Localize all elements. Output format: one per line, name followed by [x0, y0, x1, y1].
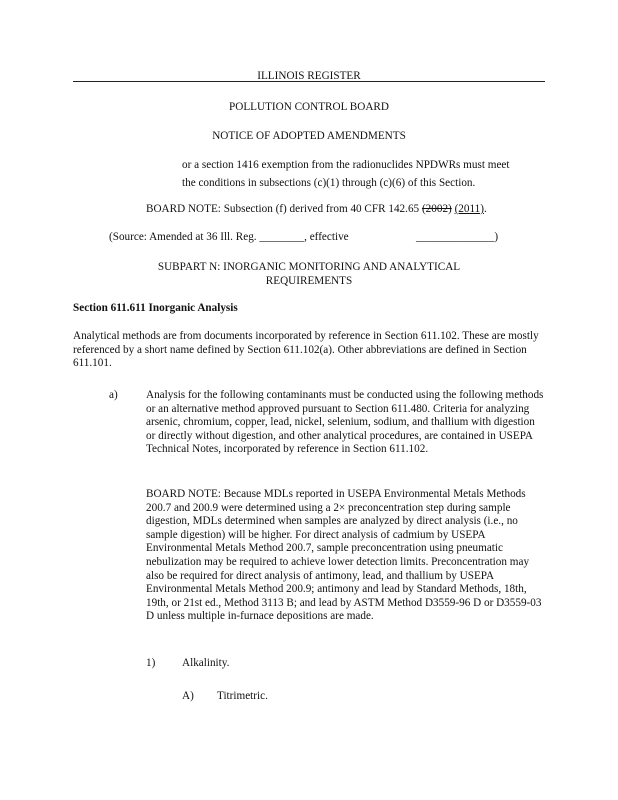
board-heading: POLLUTION CONTROL BOARD: [229, 101, 389, 113]
item-a-label: a): [109, 389, 118, 401]
notice-heading: NOTICE OF ADOPTED AMENDMENTS: [212, 130, 406, 142]
register-heading: ILLINOIS REGISTER: [257, 70, 361, 82]
item-A-label: A): [182, 690, 194, 702]
item-1-label: 1): [146, 657, 156, 669]
continued-text-line-1: or a section 1416 exemption from the radionuclides NPDWRs must meet: [182, 159, 510, 171]
deleted-year: (2002): [421, 203, 452, 215]
item-1-text: Alkalinity.: [182, 657, 230, 669]
item-A-text: Titrimetric.: [217, 690, 268, 702]
subpart-heading-line-1: SUBPART N: INORGANIC MONITORING AND ANALYTICAL: [157, 261, 461, 273]
board-note-text: BOARD NOTE: Subsection (f) derived from 40 CFR 142.65: [146, 203, 422, 215]
section-intro-paragraph: Analytical methods are from documents incorporated by reference in Section 611.102. These are mostly referenced by a short name defined by Section 611.102(a). Other abbreviations are defined in Section 611.101.: [73, 330, 539, 370]
added-year: (2011): [454, 203, 484, 215]
continued-text-line-2: the conditions in subsections (c)(1) through (c)(6) of this Section.: [182, 177, 476, 189]
header-rule: [73, 81, 545, 82]
source-note: (Source: Amended at 36 Ill. Reg. ________, effective: [109, 231, 349, 243]
source-note-end: ______________): [416, 231, 499, 243]
item-a-text: Analysis for the following contaminants must be conducted using the following methods or an alternative method approved pursuant to Section 611.480. Criteria for analyzing arsenic, chromium, copper, lead, nickel, selenium, sodium, and thallium with digestion or directly without digestion, and other analytical procedures, are contained in USEPA Technical Notes, incorporated by reference in Section 611.102.: [146, 389, 544, 456]
board-note-period: .: [483, 203, 487, 215]
subpart-heading-line-2: REQUIREMENTS: [265, 275, 353, 287]
board-note-subsection-f: [146, 203, 487, 217]
item-a-board-note: BOARD NOTE: Because MDLs reported in USEPA Environmental Metals Methods 200.7 and 200.9 were determined using a 2× preconcentration step during sample digestion, MDLs determined when samples are analyzed by direct analysis (i.e., no sample digestion) will be higher. For direct analysis of cadmium by USEPA Environmental Metals Method 200.7, sample preconcentration using pneumatic nebulization may be required to achieve lower detection limits. Preconcentration may also be required for direct analysis of antimony, lead, and thallium by USEPA Environmental Metals Method 200.9; antimony and lead by Standard Methods, 18th, 19th, or 21st ed., Method 3113 B; and lead by ASTM Method D3559-96 D or D3559-03 D unless multiple in-furnace depositions are made.: [146, 488, 542, 623]
section-title: Section 611.611 Inorganic Analysis: [73, 302, 238, 314]
